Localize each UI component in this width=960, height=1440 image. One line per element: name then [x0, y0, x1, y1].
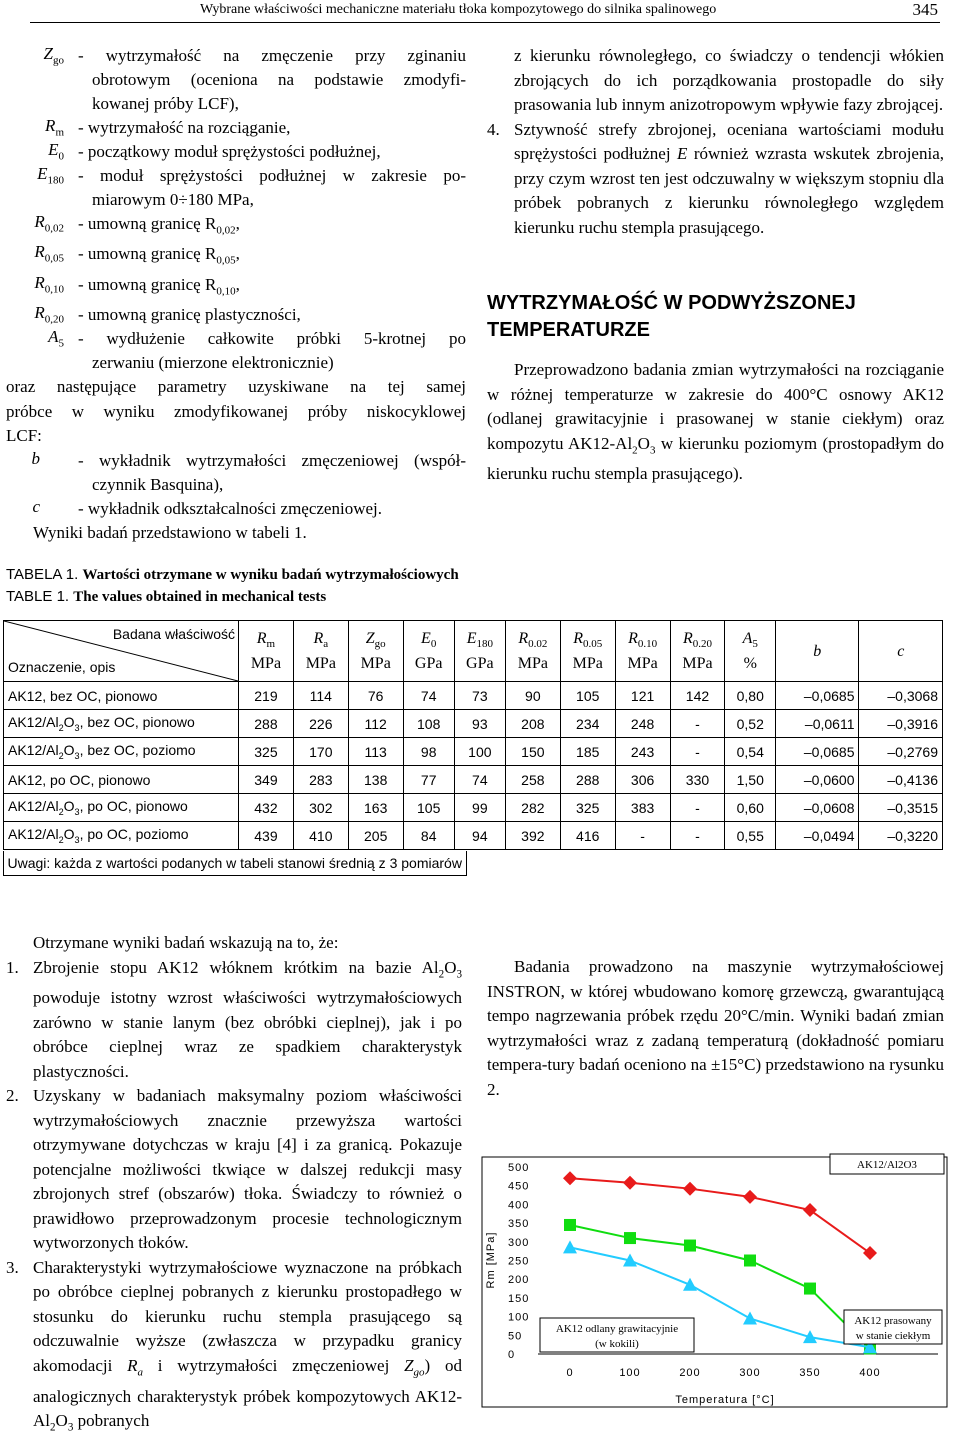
corner-cell [4, 621, 239, 682]
table-cell: 205 [348, 822, 403, 850]
table-cell: 392 [505, 822, 560, 850]
y-tick-label: 250 [508, 1255, 530, 1268]
definition-text [6, 242, 466, 272]
data-point-triangle [563, 1240, 577, 1253]
table-cell: –0,3068 [859, 682, 943, 710]
column-header: $R_m$ MPa [239, 621, 294, 682]
table-cell: 138 [348, 766, 403, 794]
lcf-line: próbce w wyniku zmodyfikowanej próby niskocyklowej [6, 401, 466, 421]
table-cell: 76 [348, 682, 403, 710]
caption-label-en: TABLE 1. [6, 588, 70, 605]
table-cell: 439 [239, 822, 294, 850]
column-header: $R_{0.20}$ MPa [670, 621, 725, 682]
table-cell: - [670, 710, 725, 738]
definition-item [6, 164, 466, 212]
method-paragraph: Badania prowadzono na maszynie wytrzymałościowej INSTRON, w której wbudowano komorę grzewczą, gwarantującą tempo nagrzewania próbek rzędu 20°C/min. Wyniki badań zmian wytrzymałości wraz z zadaną temperaturą (dokładność pomiaru tempera-tury badań oceniono na ±15°C) przedstawiono na rysunku 2. [487, 957, 944, 1099]
row-label: AK12, bez OC, pionowo [4, 682, 239, 710]
table-cell: –0,3916 [859, 710, 943, 738]
definition-item [6, 273, 466, 303]
section-heading: WYTRZYMAŁOŚĆ W PODWYŻSZONEJ TEMPERATURZE [487, 292, 856, 341]
definition-text [6, 140, 466, 164]
item-4-number: 4. [487, 119, 500, 139]
caption-label-pl: TABELA 1. [6, 566, 79, 583]
definition-line: - moduł sprężystości podłużnej w zakresie po- [78, 166, 466, 185]
definition-text [6, 212, 466, 242]
definition-item [6, 449, 466, 497]
table-cell: –0,4136 [859, 766, 943, 794]
table-cell: - [615, 822, 670, 850]
table-cell: 93 [454, 710, 505, 738]
table-row [4, 794, 943, 822]
table-header-row [4, 621, 943, 682]
y-tick-label: 150 [508, 1292, 530, 1305]
table-cell: 1,50 [725, 766, 776, 794]
definition-symbol: b [31, 448, 40, 468]
table-cell: –0,0611 [776, 710, 859, 738]
data-point-diamond [683, 1182, 697, 1196]
lcf-line: LCF: [6, 426, 42, 446]
data-point-triangle [743, 1311, 757, 1324]
item-4-text: Sztywność strefy zbrojonej, oceniana wartościami modułu sprężystości podłużnej E również wzrasta wskutek zbrojenia, przy czym wzrost ten jest odczuwalny w większym stopniu dla próbek pobranych z kierunku równoległego względem kierunku ruchu stempla prasującego. [514, 119, 944, 237]
running-header [30, 0, 940, 23]
table-cell: –0,0608 [776, 794, 859, 822]
definition-item [6, 140, 466, 164]
x-tick-label: 300 [739, 1367, 761, 1379]
corner-top: Badana właściwość [112, 626, 235, 642]
definition-item [6, 212, 466, 242]
table-cell: 0,55 [725, 822, 776, 850]
table-cell: 282 [505, 794, 560, 822]
column-header: $R_a$ MPa [293, 621, 348, 682]
row-label: AK12, po OC, pionowo [4, 766, 239, 794]
definition-text [6, 327, 466, 375]
table-cell: 283 [293, 766, 348, 794]
definition-line: - wytrzymałość na rozciąganie, [78, 118, 291, 137]
conclusion-number: 1. [6, 957, 19, 977]
table-cell: 0,54 [725, 738, 776, 766]
y-tick-label: 50 [508, 1330, 523, 1343]
y-tick-label: 100 [508, 1311, 530, 1324]
series-label-right-1: AK12 prasowany [854, 1315, 932, 1327]
definition-item [6, 242, 466, 272]
column-header: $E_{180}$ GPa [454, 621, 505, 682]
table-cell: –0,0685 [776, 738, 859, 766]
x-tick-label: 400 [859, 1367, 881, 1379]
definition-symbol: $E_0$ [48, 140, 64, 163]
definition-item [6, 116, 466, 140]
continued-item: z kierunku równoległego, co świadczy o tendencji włókien zbrojących do ich porządkowania prostopadle do siły prasowania lub innym anizotropowym wpływie fazy zbrojącej. [514, 46, 944, 114]
definition-symbol: c [32, 496, 40, 516]
table-cell: 219 [239, 682, 294, 710]
series-line [570, 1178, 870, 1253]
table-cell: –0,0494 [776, 822, 859, 850]
data-point-diamond [743, 1190, 757, 1204]
table-cell: 121 [615, 682, 670, 710]
definition-text [6, 449, 466, 497]
table-cell: 234 [560, 710, 615, 738]
column-header: b [776, 621, 859, 682]
y-axis-label: Rm [MPa] [485, 1231, 497, 1289]
definition-symbol: $R_{0,20}$ [34, 303, 64, 326]
table-row [4, 738, 943, 766]
table-cell: –0,0685 [776, 682, 859, 710]
table-cell: 113 [348, 738, 403, 766]
table-cell: 243 [615, 738, 670, 766]
conclusion-number: 2. [6, 1086, 19, 1106]
table-cell: 383 [615, 794, 670, 822]
definition-text [6, 164, 466, 212]
conclusion-number: 3. [6, 1257, 19, 1277]
table-cell: 112 [348, 710, 403, 738]
definition-line: kowanej próby LCF), [92, 94, 239, 113]
table-cell: 114 [293, 682, 348, 710]
x-axis-label: Temperatura [°C] [675, 1394, 775, 1406]
row-label: $AK12/Al_2O_3$, bez OC, poziomo [4, 738, 239, 766]
data-point-square [804, 1283, 816, 1295]
table-row [4, 822, 943, 850]
table-cell: 258 [505, 766, 560, 794]
conclusion-text: Zbrojenie stopu AK12 włóknem krótkim na bazie $Al_2O_3$ powoduje istotny wzrost właściwości wytrzymałościowych zarówno w stanie lanym (bez obróbki cieplnej), jak i po obróbce cieplnej wraz ze spadkiem charakterystyk plastyczności. [33, 957, 462, 1081]
data-point-square [564, 1219, 576, 1231]
table-row [4, 710, 943, 738]
data-point-square [744, 1255, 756, 1267]
lcf-paragraph [6, 375, 466, 449]
y-tick-label: 200 [508, 1274, 530, 1287]
header-title: Wybrane właściwości mechaniczne materiału tłoka kompozytowego do silnika spalinowego [200, 2, 717, 17]
data-point-diamond [563, 1171, 577, 1185]
definition-text [6, 273, 466, 303]
series-label-top: AK12/Al2O3 [857, 1159, 917, 1171]
conclusion-text: Charakterystyki wytrzymałościowe wyznaczone na próbkach po obróbce cieplnej pobranych z kierunku prostopadłego w stosunku do kierunku ruchu stempla prasującego są odczuwalnie wyższe (zwłaszcza w przypadku granicy akomodacji $R_a$ i wytrzymałości zmęczeniowej $Z_{go}$) od analogicznych charakterystyk próbek kompozytowych $AK12-Al_2O_3$ pobranych [33, 1257, 462, 1434]
lcf-line: oraz następujące parametry uzyskiwane na tej samej [6, 377, 466, 397]
results-table-wrap [3, 620, 943, 877]
definition-line: miarowym 0÷180 MPa, [92, 190, 254, 209]
definition-item [6, 497, 466, 521]
table-cell: 330 [670, 766, 725, 794]
column-header: c [859, 621, 943, 682]
table-cell: 432 [239, 794, 294, 822]
table-cell: 306 [615, 766, 670, 794]
column-header: $R_{0.05}$ MPa [560, 621, 615, 682]
column-header: $R_{0.02}$ MPa [505, 621, 560, 682]
y-tick-label: 350 [508, 1218, 530, 1231]
conclusion-text: Uzyskany w badaniach maksymalny poziom właściwości wytrzymałościowych znacznie przewyższa wartości otrzymywane dotychczas w kraju [4] i za granicą. Pokazuje potencjalne możliwości tkwiące w dalszej redukcji masy zbrojonych stref (obszarów) tłoka. Świadczy to również o prawidłowo przeprowadzonym procesie technologicznym wytworzonych tłoków. [33, 1086, 462, 1253]
table-cell: 325 [560, 794, 615, 822]
table-cell: 226 [293, 710, 348, 738]
table-cell: - [670, 738, 725, 766]
row-label: $AK12/Al_2O_3$, po OC, poziomo [4, 822, 239, 850]
definition-line: - wydłużenie całkowite próbki 5-krotnej po [78, 329, 466, 349]
caption-text-en: The values obtained in mechanical tests [73, 589, 327, 605]
table-cell: 99 [454, 794, 505, 822]
table-cell: - [670, 794, 725, 822]
caption-text-pl: Wartości otrzymane w wyniku badań wytrzymałościowych [82, 567, 459, 583]
table-cell: 170 [293, 738, 348, 766]
y-tick-label: 0 [508, 1349, 516, 1361]
results-line: Wyniki badań przedstawiono w tabeli 1. [33, 522, 307, 542]
definition-line: obrotowym (oceniona na podstawie zmodyfi- [92, 70, 466, 89]
table-cell: 94 [454, 822, 505, 850]
definition-item [6, 327, 466, 375]
definition-symbol: $R_m$ [45, 116, 64, 139]
definition-line: - umowną granicę $R_{0,02}$, [78, 214, 240, 237]
table-caption-en [6, 588, 326, 606]
definition-symbol: $A_5$ [48, 327, 64, 350]
definition-line: - wykładnik odkształcalności zmęczeniowej. [78, 498, 382, 518]
definition-line: - umowną granicę $R_{0,10}$, [78, 274, 240, 298]
y-tick-label: 300 [508, 1236, 530, 1249]
conclusion-item [6, 1256, 462, 1440]
table-cell: 416 [560, 822, 615, 850]
definition-line: zerwaniu (mierzone elektronicznie) [92, 353, 334, 373]
table-cell: 163 [348, 794, 403, 822]
data-point-diamond [803, 1203, 817, 1217]
table-note: Uwagi: każda z wartości podanych w tabeli stanowi średnią z 3 pomiarów [4, 850, 943, 878]
table-cell: 288 [560, 766, 615, 794]
table-cell: 142 [670, 682, 725, 710]
table-cell: 302 [293, 794, 348, 822]
row-label: $AK12/Al_2O_3$, bez OC, pionowo [4, 710, 239, 738]
table-cell: 73 [454, 682, 505, 710]
table-cell: 0,80 [725, 682, 776, 710]
table-note-row [4, 850, 943, 878]
table-cell: 0,60 [725, 794, 776, 822]
definition-symbol: $R_{0,02}$ [34, 212, 64, 235]
right-column-top [487, 44, 944, 487]
conclusion-item [6, 1084, 462, 1256]
item-4 [487, 118, 944, 241]
data-point-square [624, 1232, 636, 1244]
x-tick-label: 100 [619, 1367, 641, 1379]
table-cell: 98 [403, 738, 454, 766]
table-cell: 288 [239, 710, 294, 738]
data-point-diamond [623, 1176, 637, 1190]
definition-text [6, 44, 466, 116]
table-cell: –0,3220 [859, 822, 943, 850]
definition-text [6, 497, 466, 521]
table-cell: 185 [560, 738, 615, 766]
definition-symbol: $R_{0,05}$ [34, 242, 64, 265]
series-label-mid-1: AK12 odlany grawitacyjnie [555, 1323, 679, 1335]
temperature-chart [478, 1152, 948, 1412]
results-table [3, 620, 943, 877]
definition-line: - początkowy moduł sprężystości podłużnej, [78, 142, 381, 161]
x-tick-label: 200 [679, 1367, 701, 1379]
table-cell: 105 [403, 794, 454, 822]
table-cell: 248 [615, 710, 670, 738]
definitions-list [6, 44, 466, 545]
table-cell: 90 [505, 682, 560, 710]
column-header: $A_5$ % [725, 621, 776, 682]
definition-line: - umowną granicę plastyczności, [78, 305, 301, 325]
definition-line: - wykładnik wytrzymałości zmęczeniowej (współ- [78, 450, 466, 470]
table-cell: 100 [454, 738, 505, 766]
column-header: $E_0$ GPa [403, 621, 454, 682]
table-cell: - [670, 822, 725, 850]
y-tick-label: 500 [508, 1162, 530, 1174]
table-cell: 150 [505, 738, 560, 766]
conclusion-item [6, 956, 462, 1085]
section-paragraph: Przeprowadzono badania zmian wytrzymałości na rozciąganie w różnej temperaturze w zakresie do 400°C osnowy AK12 (odlanej grawitacyjnie i prasowanej w stanie ciekłym) oraz kompozytu $AK12-Al_2O_3$ w kierunku poziomym (prostopadłym do kierunku ruchu stempla prasującego). [487, 360, 944, 484]
bottom-right-column [487, 955, 944, 1102]
table-caption-pl [6, 566, 459, 584]
series-label-mid-2: (w kokili) [595, 1338, 639, 1350]
table-cell: 84 [403, 822, 454, 850]
table-cell: 108 [403, 710, 454, 738]
corner-bottom: Oznaczenie, opis [8, 659, 116, 675]
x-tick-label: 350 [799, 1367, 821, 1379]
definition-symbol: $E_{180}$ [37, 164, 64, 187]
x-tick-label: 0 [566, 1367, 574, 1379]
y-tick-label: 400 [508, 1199, 530, 1212]
bottom-left-column [6, 931, 462, 1440]
column-header: $R_{0.10}$ MPa [615, 621, 670, 682]
table-cell: 74 [403, 682, 454, 710]
definition-line: - umowną granicę $R_{0,05}$, [78, 244, 240, 267]
conclusions-intro: Otrzymane wyniki badań wskazują na to, że: [33, 933, 339, 952]
definition-symbol: $Z_{go}$ [43, 44, 64, 67]
row-label: $AK12/Al_2O_3$, po OC, pionowo [4, 794, 239, 822]
definition-line: czynnik Basquina), [92, 474, 224, 494]
table-cell: –0,0600 [776, 766, 859, 794]
table-cell: 410 [293, 822, 348, 850]
table-cell: 208 [505, 710, 560, 738]
definition-line: - wytrzymałość na zmęczenie przy zginaniu [78, 46, 466, 65]
table-row [4, 766, 943, 794]
column-header: $Z_{go}$ MPa [348, 621, 403, 682]
table-cell: 105 [560, 682, 615, 710]
data-point-triangle [683, 1278, 697, 1291]
table-cell: –0,3515 [859, 794, 943, 822]
table-row [4, 682, 943, 710]
table-cell: 349 [239, 766, 294, 794]
table-cell: 77 [403, 766, 454, 794]
page-number: 345 [912, 0, 938, 19]
definition-item [6, 44, 466, 116]
data-point-square [684, 1240, 696, 1252]
definition-text [6, 116, 466, 140]
definition-item [6, 303, 466, 327]
definition-symbol: $R_{0,10}$ [34, 272, 64, 296]
table-cell: 0,52 [725, 710, 776, 738]
table-cell: –0,2769 [859, 738, 943, 766]
y-tick-label: 450 [508, 1180, 530, 1193]
data-point-diamond [863, 1246, 877, 1260]
series-label-right-2: w stanie ciekłym [855, 1330, 931, 1342]
table-cell: 74 [454, 766, 505, 794]
definition-text [6, 303, 466, 327]
table-cell: 325 [239, 738, 294, 766]
